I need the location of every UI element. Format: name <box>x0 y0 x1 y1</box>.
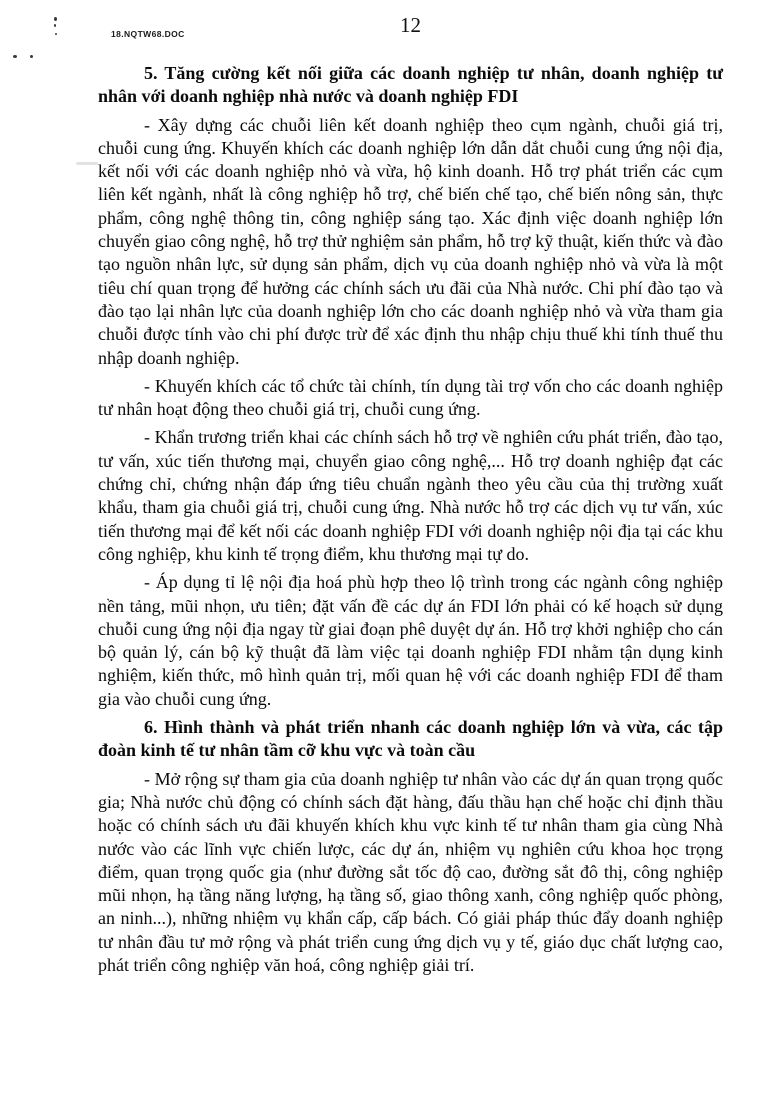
section-6-paragraph-1: - Mở rộng sự tham gia của doanh nghiệp tư nhân vào các dự án quan trọng quốc gia; Nhà nước chủ động có chính sách đặt hàng, đấu thầu hạn chế hoặc chỉ định thầu hoặc có chính sách ưu đãi khuyến khích khu vực kinh tế tư nhân tham gia cùng Nhà nước vào các lĩnh vực chiến lược, các dự án, nhiệm vụ nghiên cứu khoa học trọng điểm, quan trọng quốc gia (như đường sắt tốc độ cao, đường sắt đô thị, công nghiệp mũi nhọn, hạ tầng năng lượng, hạ tầng số, giao thông xanh, công nghiệp quốc phòng, an ninh...), những nhiệm vụ khẩn cấp, cấp bách. Có giải pháp thúc đẩy doanh nghiệp tư nhân đầu tư mở rộng và phát triển cung ứng dịch vụ y tế, giáo dục chất lượng cao, phát triển công nghiệp văn hoá, công nghiệp giải trí. <box>98 768 723 975</box>
ink-speck <box>13 55 17 58</box>
section-5-heading: 5. Tăng cường kết nối giữa các doanh nghiệp tư nhân, doanh nghiệp tư nhân với doanh nghiệp nhà nước và doanh nghiệp FDI <box>98 63 723 107</box>
document-body <box>98 62 723 982</box>
section-5-paragraph-3: - Khẩn trương triển khai các chính sách hỗ trợ về nghiên cứu phát triển, đào tạo, tư vấn, xúc tiến thương mại, chuyển giao công nghệ,... Hỗ trợ doanh nghiệp đạt các chứng chỉ, chứng nhận đáp ứng tiêu chuẩn ngành theo yêu cầu của thị trường xuất khẩu, tham gia chuỗi giá trị, chuỗi cung ứng. Nhà nước hỗ trợ các dịch vụ tư vấn, xúc tiến thương mại để kết nối các doanh nghiệp FDI với doanh nghiệp nội địa tại các khu công nghiệp, khu kinh tế trọng điểm, khu thương mại tự do. <box>98 427 723 564</box>
ink-speck <box>55 33 57 35</box>
ink-speck <box>54 17 57 21</box>
section-5-paragraph-4: - Áp dụng tỉ lệ nội địa hoá phù hợp theo lộ trình trong các ngành công nghiệp nền tảng, mũi nhọn, ưu tiên; đặt vấn đề các dự án FDI lớn phải có kế hoạch sử dụng chuỗi cung ứng nội địa ngay từ giai đoạn phê duyệt dự án. Hỗ trợ khởi nghiệp cho cán bộ quản lý, cán bộ kỹ thuật đã làm việc tại doanh nghiệp FDI nhằm tận dụng kinh nghiệm, kiến thức, mô hình quản trị, mối quan hệ với các doanh nghiệp FDI để tham gia vào chuỗi cung ứng. <box>98 572 723 709</box>
document-filename: 18.NQTW68.DOC <box>111 29 185 39</box>
ink-speck <box>54 24 56 27</box>
page-number: 12 <box>400 13 421 37</box>
section-5-paragraph-1: - Xây dựng các chuỗi liên kết doanh nghiệp theo cụm ngành, chuỗi giá trị, chuỗi cung ứng. Khuyến khích các doanh nghiệp lớn dẫn dắt chuỗi cung ứng nội địa, kết nối với các doanh nghiệp nhỏ và vừa, hộ kinh doanh. Hỗ trợ phát triển các cụm liên kết ngành, nhất là công nghiệp hỗ trợ, chế biến chế tạo, chế biến nông sản, thực phẩm, công nghệ thông tin, công nghiệp sáng tạo. Xác định việc doanh nghiệp lớn chuyển giao công nghệ, hỗ trợ thử nghiệm sản phẩm, hỗ trợ kỹ thuật, kiến thức và đào tạo nguồn nhân lực, sử dụng sản phẩm, dịch vụ của doanh nghiệp nhỏ và vừa là một tiêu chí quan trọng để hưởng các chính sách ưu đãi của Nhà nước. Chi phí đào tạo và đào tạo lại nhân lực của doanh nghiệp lớn cho các doanh nghiệp nhỏ và vừa tham gia chuỗi được tính vào chi phí được trừ để xác định thu nhập chịu thuế khi tính thuế thu nhập doanh nghiệp. <box>98 114 723 368</box>
section-6-heading: 6. Hình thành và phát triển nhanh các doanh nghiệp lớn và vừa, các tập đoàn kinh tế tư nhân tầm cỡ khu vực và toàn cầu <box>98 717 723 761</box>
scan-smudge <box>76 162 98 165</box>
ink-speck <box>30 55 33 58</box>
section-5-paragraph-2: - Khuyến khích các tổ chức tài chính, tín dụng tài trợ vốn cho các doanh nghiệp tư nhân hoạt động theo chuỗi giá trị, chuỗi cung ứng. <box>98 375 723 420</box>
